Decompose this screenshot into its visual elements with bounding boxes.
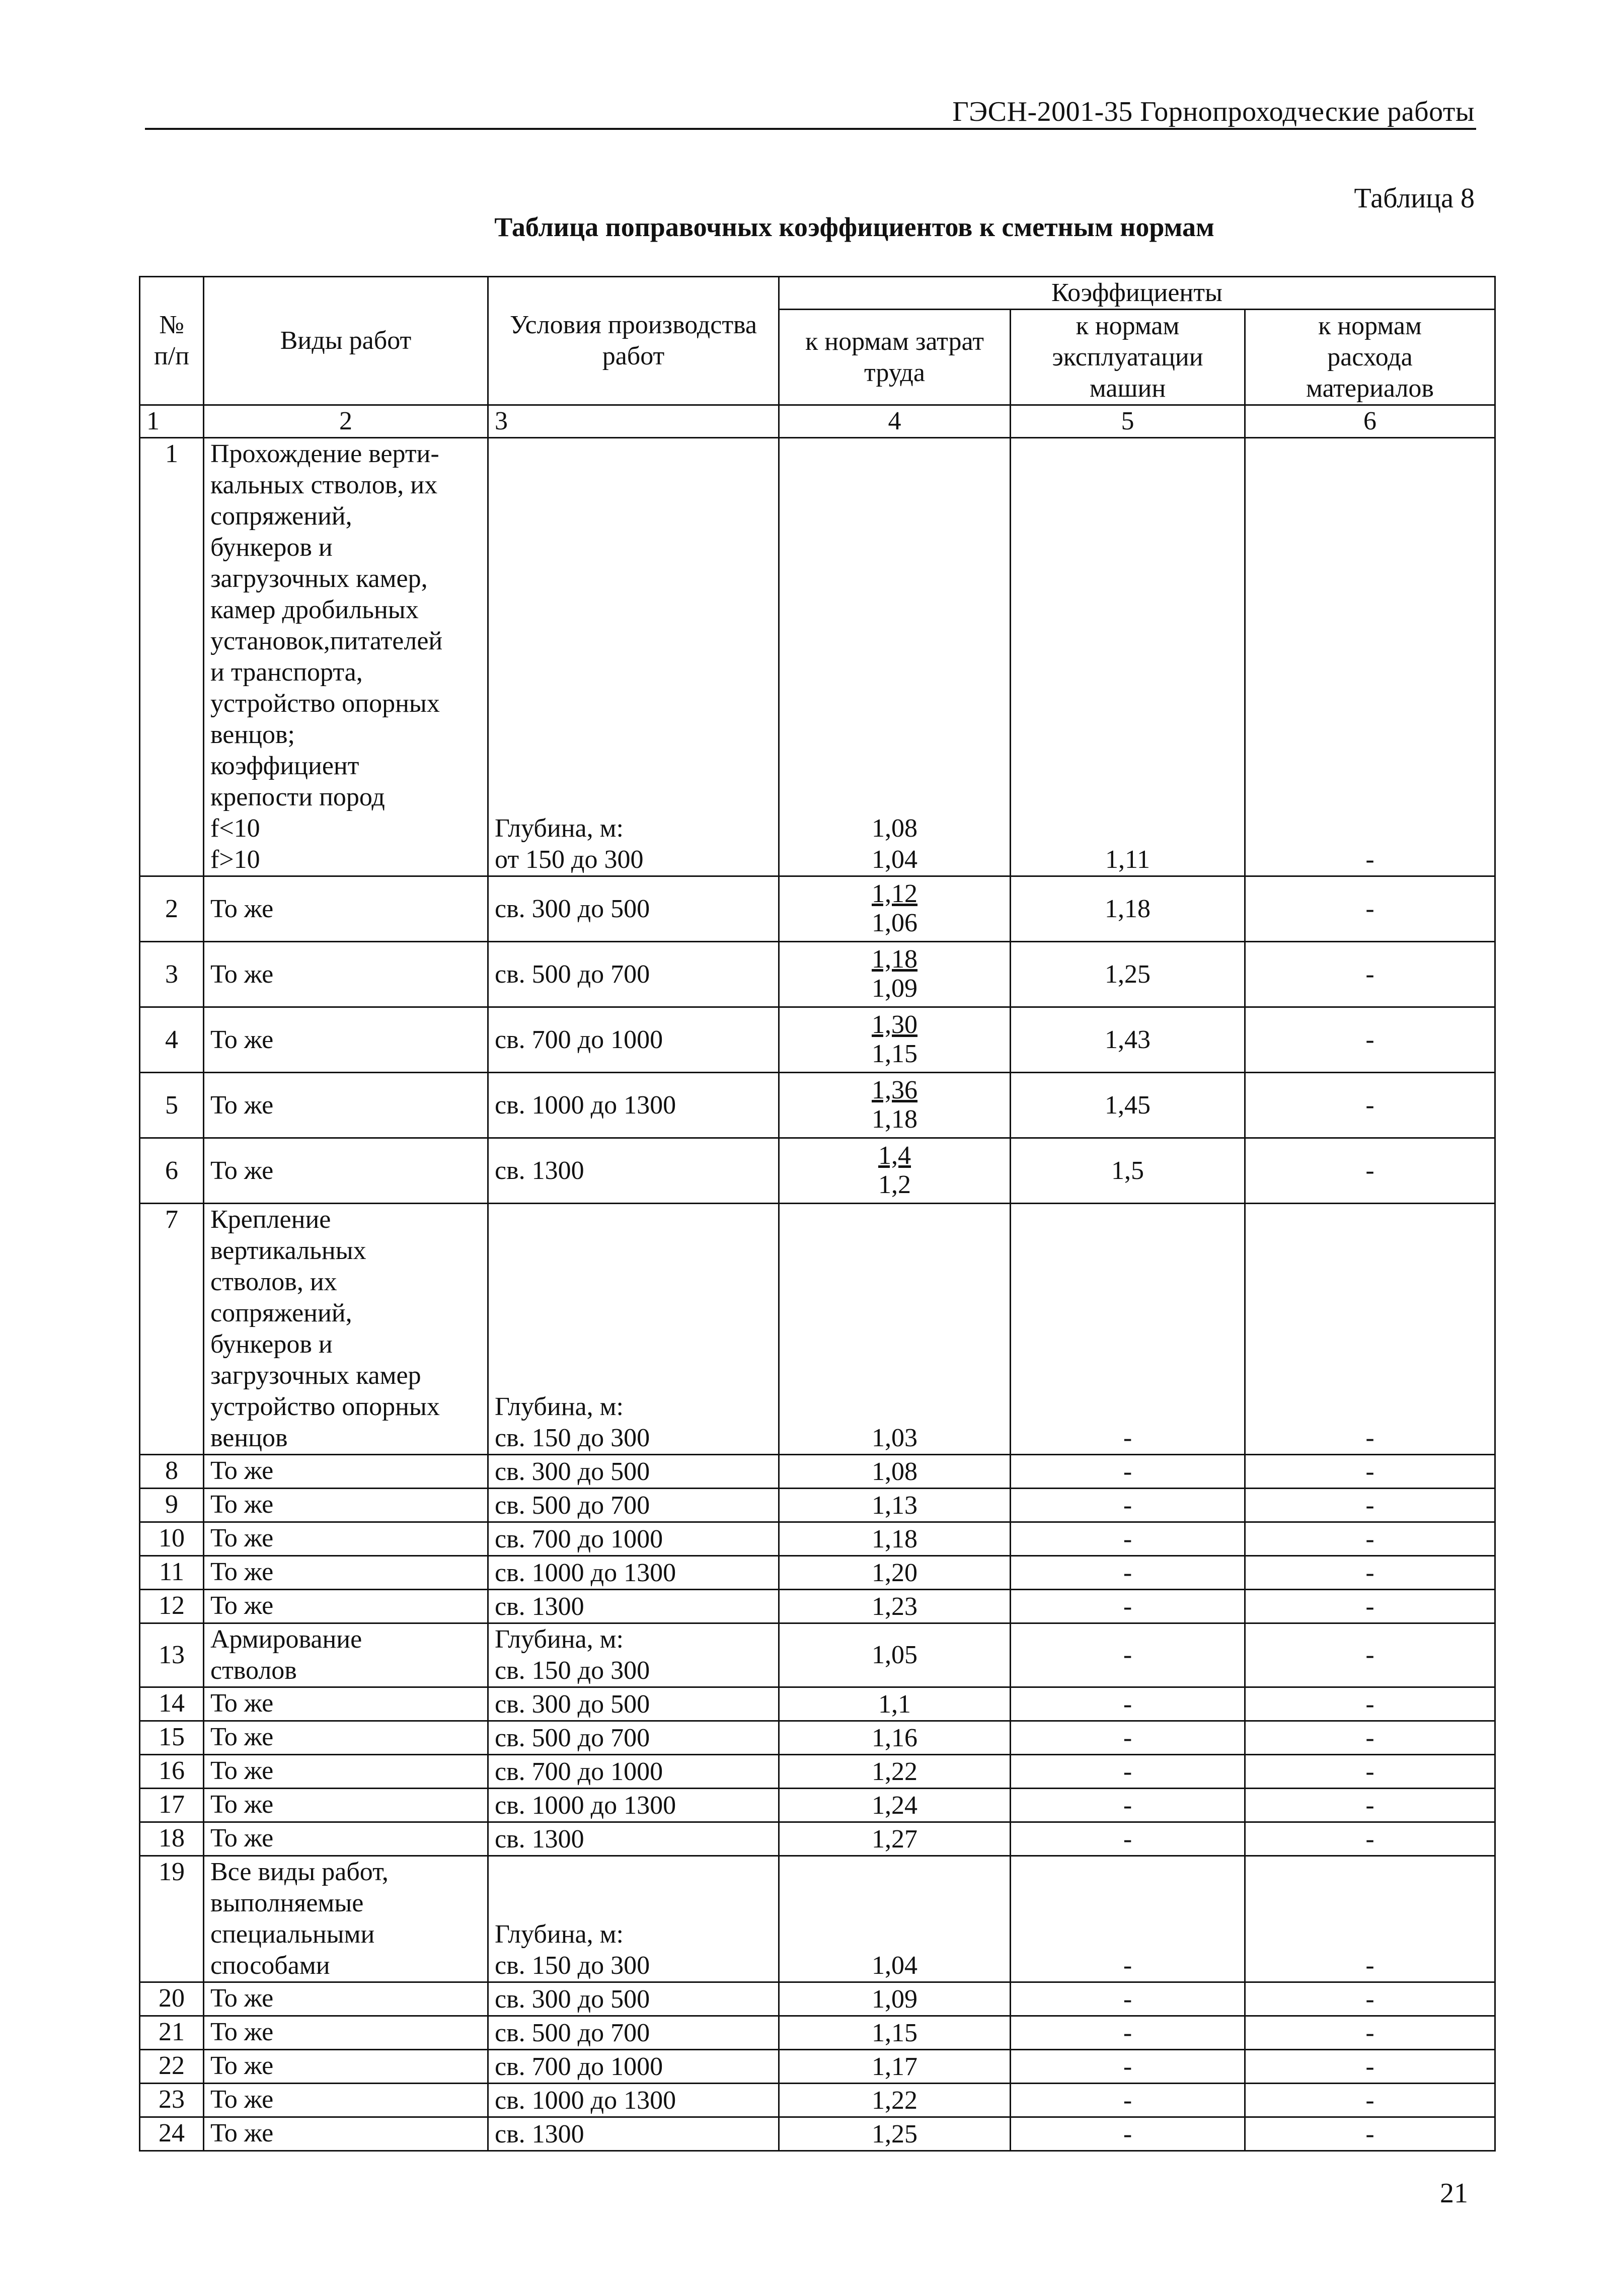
- labor-coefficient-denominator: 1,09: [872, 974, 917, 1003]
- material-coefficient: -: [1245, 1721, 1495, 1755]
- col-header-materials: к нормам расхода материалов: [1245, 310, 1495, 405]
- work-type: То же: [204, 1522, 488, 1556]
- material-coefficient: -: [1245, 1623, 1495, 1687]
- work-type: То же: [204, 942, 488, 1007]
- column-number: 5: [1011, 405, 1245, 438]
- col-header-work: Виды работ: [204, 277, 488, 405]
- work-conditions: св. 1000 до 1300: [488, 1556, 779, 1590]
- column-number: 2: [204, 405, 488, 438]
- work-conditions: св. 1000 до 1300: [488, 1789, 779, 1822]
- work-conditions: св. 1000 до 1300: [488, 2084, 779, 2117]
- row-number: 14: [140, 1687, 204, 1721]
- labor-coefficient: 1,18: [779, 1522, 1011, 1556]
- machine-coefficient: 1,43: [1011, 1007, 1245, 1073]
- work-conditions: Глубина, м: св. 150 до 300: [488, 1856, 779, 1982]
- table-label: Таблица 8: [1354, 183, 1475, 214]
- material-coefficient: -: [1245, 1007, 1495, 1073]
- work-type: То же: [204, 1721, 488, 1755]
- row-number: 23: [140, 2084, 204, 2117]
- table-row: [140, 1590, 1495, 1623]
- machine-coefficient: -: [1011, 1556, 1245, 1590]
- row-number: 11: [140, 1556, 204, 1590]
- work-conditions: св. 700 до 1000: [488, 1007, 779, 1073]
- labor-coefficient: 1,03: [779, 1204, 1011, 1455]
- machine-coefficient: -: [1011, 2084, 1245, 2117]
- table-row: [140, 2084, 1495, 2117]
- material-coefficient: -: [1245, 1556, 1495, 1590]
- work-conditions: св. 500 до 700: [488, 2016, 779, 2050]
- machine-coefficient: 1,18: [1011, 876, 1245, 942]
- table-row: [140, 876, 1495, 942]
- table-row: [140, 1489, 1495, 1522]
- table-row: [140, 1856, 1495, 1982]
- table-row: [140, 2117, 1495, 2151]
- work-type: То же: [204, 1556, 488, 1590]
- work-type: Прохождение верти- кальных стволов, их сопряжений, бункеров и загрузочных камер, камер дробильных установок,питателей и транспорта, устройство опорных венцов; коэффициент крепости пород f<10 f>10: [204, 438, 488, 876]
- row-number: 17: [140, 1789, 204, 1822]
- material-coefficient: -: [1245, 1856, 1495, 1982]
- table-row: [140, 1721, 1495, 1755]
- material-coefficient: -: [1245, 942, 1495, 1007]
- labor-coefficient: 1,08 1,04: [779, 438, 1011, 876]
- work-conditions: св. 700 до 1000: [488, 2050, 779, 2084]
- material-coefficient: -: [1245, 1687, 1495, 1721]
- machine-coefficient: -: [1011, 1590, 1245, 1623]
- labor-coefficient-denominator: 1,06: [872, 908, 917, 937]
- work-conditions: св. 1000 до 1300: [488, 1073, 779, 1138]
- machine-coefficient: -: [1011, 2117, 1245, 2151]
- material-coefficient: -: [1245, 876, 1495, 942]
- col-header-num: № п/п: [140, 277, 204, 405]
- material-coefficient: -: [1245, 2084, 1495, 2117]
- labor-coefficient: 1,22: [779, 2084, 1011, 2117]
- labor-coefficient-numerator: 1,18: [872, 944, 917, 974]
- table-row: [140, 1204, 1495, 1455]
- table-row: [140, 438, 1495, 876]
- machine-coefficient: 1,25: [1011, 942, 1245, 1007]
- labor-coefficient: 1,22: [779, 1755, 1011, 1789]
- machine-coefficient: -: [1011, 1822, 1245, 1856]
- row-number: 8: [140, 1455, 204, 1489]
- labor-coefficient: [779, 1007, 1011, 1073]
- material-coefficient: -: [1245, 1522, 1495, 1556]
- work-conditions: св. 300 до 500: [488, 1455, 779, 1489]
- machine-coefficient: -: [1011, 1982, 1245, 2016]
- work-type: То же: [204, 2117, 488, 2151]
- work-conditions: Глубина, м: от 150 до 300: [488, 438, 779, 876]
- work-conditions: св. 300 до 500: [488, 876, 779, 942]
- work-conditions: св. 1300: [488, 1822, 779, 1856]
- row-number: 7: [140, 1204, 204, 1455]
- machine-coefficient: -: [1011, 2050, 1245, 2084]
- labor-coefficient: 1,17: [779, 2050, 1011, 2084]
- material-coefficient: -: [1245, 1982, 1495, 2016]
- work-type: То же: [204, 1590, 488, 1623]
- work-conditions: св. 700 до 1000: [488, 1522, 779, 1556]
- material-coefficient: -: [1245, 1138, 1495, 1204]
- labor-coefficient: [779, 942, 1011, 1007]
- row-number: 3: [140, 942, 204, 1007]
- material-coefficient: -: [1245, 438, 1495, 876]
- machine-coefficient: -: [1011, 1623, 1245, 1687]
- work-type: То же: [204, 1138, 488, 1204]
- labor-coefficient-numerator: 1,36: [872, 1075, 917, 1104]
- machine-coefficient: -: [1011, 1204, 1245, 1455]
- material-coefficient: -: [1245, 1455, 1495, 1489]
- work-type: То же: [204, 1982, 488, 2016]
- work-type: Все виды работ, выполняемые специальными способами: [204, 1856, 488, 1982]
- row-number: 15: [140, 1721, 204, 1755]
- labor-coefficient: 1,27: [779, 1822, 1011, 1856]
- labor-coefficient: 1,08: [779, 1455, 1011, 1489]
- machine-coefficient: -: [1011, 1789, 1245, 1822]
- row-number: 21: [140, 2016, 204, 2050]
- work-type: То же: [204, 1007, 488, 1073]
- material-coefficient: -: [1245, 2117, 1495, 2151]
- work-type: То же: [204, 2050, 488, 2084]
- column-number: 1: [140, 405, 204, 438]
- table-row: [140, 1789, 1495, 1822]
- row-number: 12: [140, 1590, 204, 1623]
- machine-coefficient: -: [1011, 1489, 1245, 1522]
- row-number: 18: [140, 1822, 204, 1856]
- material-coefficient: -: [1245, 1822, 1495, 1856]
- row-number: 22: [140, 2050, 204, 2084]
- labor-coefficient: 1,09: [779, 1982, 1011, 2016]
- labor-coefficient: 1,04: [779, 1856, 1011, 1982]
- table-row: [140, 1007, 1495, 1073]
- work-type: Армирование стволов: [204, 1623, 488, 1687]
- machine-coefficient: 1,5: [1011, 1138, 1245, 1204]
- machine-coefficient: -: [1011, 1856, 1245, 1982]
- table-row: [140, 1556, 1495, 1590]
- labor-coefficient: [779, 1138, 1011, 1204]
- labor-coefficient: 1,16: [779, 1721, 1011, 1755]
- machine-coefficient: -: [1011, 2016, 1245, 2050]
- table-row: [140, 1138, 1495, 1204]
- material-coefficient: -: [1245, 1073, 1495, 1138]
- material-coefficient: -: [1245, 1204, 1495, 1455]
- material-coefficient: -: [1245, 2016, 1495, 2050]
- work-conditions: Глубина, м: св. 150 до 300: [488, 1204, 779, 1455]
- work-conditions: св. 1300: [488, 2117, 779, 2151]
- row-number: 13: [140, 1623, 204, 1687]
- row-number: 9: [140, 1489, 204, 1522]
- work-conditions: св. 300 до 500: [488, 1982, 779, 2016]
- table-row: [140, 2016, 1495, 2050]
- machine-coefficient: -: [1011, 1687, 1245, 1721]
- material-coefficient: -: [1245, 1489, 1495, 1522]
- column-number-row: [140, 405, 1495, 438]
- work-type: То же: [204, 1455, 488, 1489]
- column-number: 4: [779, 405, 1011, 438]
- material-coefficient: -: [1245, 2050, 1495, 2084]
- labor-coefficient-numerator: 1,12: [872, 879, 917, 908]
- work-conditions: св. 500 до 700: [488, 1489, 779, 1522]
- work-type: То же: [204, 1755, 488, 1789]
- work-type: То же: [204, 1489, 488, 1522]
- header-rule: [145, 128, 1476, 130]
- row-number: 1: [140, 438, 204, 876]
- work-type: То же: [204, 1073, 488, 1138]
- table-row: [140, 1522, 1495, 1556]
- machine-coefficient: 1,11: [1011, 438, 1245, 876]
- table-row: [140, 1687, 1495, 1721]
- work-type: То же: [204, 2084, 488, 2117]
- work-type: То же: [204, 1687, 488, 1721]
- work-conditions: св. 500 до 700: [488, 1721, 779, 1755]
- table-row: [140, 1073, 1495, 1138]
- running-header: ГЭСН-2001-35 Горнопроходческие работы: [952, 96, 1475, 127]
- page-number: 21: [1440, 2178, 1468, 2209]
- table-row: [140, 942, 1495, 1007]
- table-row: [140, 1755, 1495, 1789]
- material-coefficient: -: [1245, 1590, 1495, 1623]
- row-number: 16: [140, 1755, 204, 1789]
- work-conditions: Глубина, м: св. 150 до 300: [488, 1623, 779, 1687]
- row-number: 19: [140, 1856, 204, 1982]
- machine-coefficient: -: [1011, 1455, 1245, 1489]
- table-title: Таблица поправочных коэффициентов к сметным нормам: [494, 212, 1214, 242]
- machine-coefficient: 1,45: [1011, 1073, 1245, 1138]
- labor-coefficient: 1,25: [779, 2117, 1011, 2151]
- labor-coefficient: 1,05: [779, 1623, 1011, 1687]
- row-number: 2: [140, 876, 204, 942]
- table-row: [140, 1455, 1495, 1489]
- col-header-coefficients: Коэффициенты: [779, 277, 1495, 310]
- table-row: [140, 1623, 1495, 1687]
- labor-coefficient: 1,20: [779, 1556, 1011, 1590]
- labor-coefficient: 1,15: [779, 2016, 1011, 2050]
- labor-coefficient: [779, 876, 1011, 942]
- col-header-machines: к нормам эксплуатации машин: [1011, 310, 1245, 405]
- work-conditions: св. 1300: [488, 1590, 779, 1623]
- row-number: 10: [140, 1522, 204, 1556]
- row-number: 4: [140, 1007, 204, 1073]
- material-coefficient: -: [1245, 1789, 1495, 1822]
- work-conditions: св. 300 до 500: [488, 1687, 779, 1721]
- table-row: [140, 1982, 1495, 2016]
- labor-coefficient-denominator: 1,15: [872, 1039, 917, 1068]
- labor-coefficient-numerator: 1,4: [878, 1141, 911, 1170]
- labor-coefficient: 1,13: [779, 1489, 1011, 1522]
- labor-coefficient: [779, 1073, 1011, 1138]
- work-type: Крепление вертикальных стволов, их сопряжений, бункеров и загрузочных камер устройство опорных венцов: [204, 1204, 488, 1455]
- row-number: 6: [140, 1138, 204, 1204]
- work-conditions: св. 500 до 700: [488, 942, 779, 1007]
- work-conditions: св. 1300: [488, 1138, 779, 1204]
- material-coefficient: -: [1245, 1755, 1495, 1789]
- machine-coefficient: -: [1011, 1721, 1245, 1755]
- column-number: 6: [1245, 405, 1495, 438]
- column-number: 3: [488, 405, 779, 438]
- labor-coefficient: 1,24: [779, 1789, 1011, 1822]
- table-row: [140, 1822, 1495, 1856]
- work-conditions: св. 700 до 1000: [488, 1755, 779, 1789]
- machine-coefficient: -: [1011, 1522, 1245, 1556]
- labor-coefficient-numerator: 1,30: [872, 1010, 917, 1039]
- row-number: 24: [140, 2117, 204, 2151]
- machine-coefficient: -: [1011, 1755, 1245, 1789]
- labor-coefficient: 1,23: [779, 1590, 1011, 1623]
- col-header-conditions: Условия производства работ: [488, 277, 779, 405]
- work-type: То же: [204, 2016, 488, 2050]
- work-type: То же: [204, 876, 488, 942]
- row-number: 20: [140, 1982, 204, 2016]
- coefficients-table: [139, 276, 1496, 2152]
- row-number: 5: [140, 1073, 204, 1138]
- col-header-labor: к нормам затрат труда: [779, 310, 1011, 405]
- work-type: То же: [204, 1822, 488, 1856]
- labor-coefficient-denominator: 1,2: [878, 1170, 911, 1199]
- labor-coefficient: 1,1: [779, 1687, 1011, 1721]
- labor-coefficient-denominator: 1,18: [872, 1104, 917, 1134]
- table-row: [140, 2050, 1495, 2084]
- work-type: То же: [204, 1789, 488, 1822]
